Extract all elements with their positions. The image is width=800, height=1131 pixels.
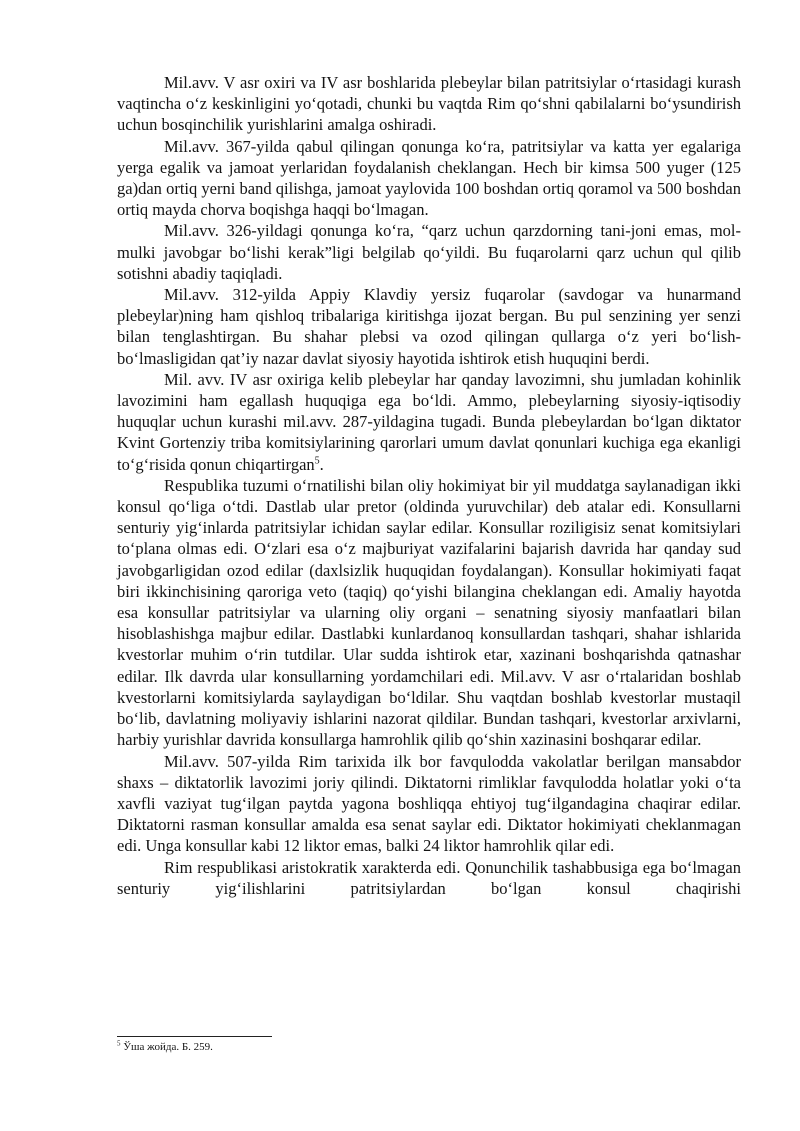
body-text [117, 72, 741, 899]
paragraph-5-tail: . [319, 454, 324, 474]
paragraph-7: Mil.avv. 507-yilda Rim tarixida ilk bor favqulodda vakolatlar berilgan mansabdor shaxs – diktatorlik lavozimi joriy qilindi. Diktatorni rimliklar favqulodda holatlar yoki o‘ta xavfli vaziyat tug‘ilgan paytda yagona boshliqqa ehtiyoj tug‘ilgandagina chaqirar edilar. Diktatorni rasman konsullar amalda esa senat saylar edi. Diktator hokimiyati cheklanmagan edi. Unga konsullar kabi 12 liktor emas, balki 24 liktor hamrohlik qilar edi. [117, 751, 741, 856]
paragraph-4: Mil.avv. 312-yilda Appiy Klavdiy yersiz fuqarolar (savdogar va hunarmand plebeylar)ning ham qishloq tribalariga kiritishga ijozat bergan. Bu pul senzining yer senzi bilan tenglashtirgan. Bu shahar plebsi va ozod qilingan qullarga o‘z yeri bo‘lish-bo‘lmasligidan qat’iy nazar davlat siyosiy hayotida ishtirok etish huquqini berdi. [117, 285, 741, 368]
paragraph-1: Mil.avv. V asr oxiri va IV asr boshlarida plebeylar bilan patritsiylar o‘rtasidagi kurash vaqtincha o‘z keskinligini yo‘qotadi, chunki bu vaqtda Rim qo‘shni qabilalarni bo‘ysundirish uchun bosqinchilik yurishlarini amalga oshiradi. [117, 73, 741, 135]
footnote [117, 1041, 213, 1054]
paragraph-5-text: Mil. avv. IV asr oxiriga kelib plebeylar har qanday lavozimni, shu jumladan kohinlik lavozimini ham egallash huquqiga ega bo‘ldi. Ammo, plebeylarning siyosiy-iqtisodiy huquqlar uchun kurashi mil.avv. 287-yildagina tugadi. Bunda plebeylardan bo‘lgan diktator Kvint Gortenziy triba komitsiylarining qarorlari umum davlat qonunlari kuchiga ega ekanligi to‘g‘risida qonun chiqartirgan [117, 369, 741, 474]
paragraph-3: Mil.avv. 326-yildagi qonunga ko‘ra, “qarz uchun qarzdorning tani-joni emas, mol-mulki javobgar bo‘lishi kerak”ligi belgilab qo‘yildi. Bu fuqarolarni qarz uchun qul qilib sotishni abadiy taqiqladi. [117, 221, 741, 283]
paragraph-2: Mil.avv. 367-yilda qabul qilingan qonunga ko‘ra, patritsiylar va katta yer egalariga yerga egalik va jamoat yerlaridan foydalanish cheklangan. Hech bir kimsa 500 yuger (125 ga)dan ortiq yerni band qilishga, jamoat yaylovida 100 boshdan ortiq qoramol va 500 boshdan ortiq mayda chorva boqishga haqqi bo‘lmagan. [117, 136, 741, 220]
paragraph-8: Rim respublikasi aristokratik xarakterda edi. Qonunchilik tashabbusiga ega bo‘lmagan senturiy yig‘ilishlarini patritsiylardan bo‘lgan konsul chaqirishi [117, 857, 741, 898]
footnote-reference: 5 [314, 455, 320, 467]
footnote-separator [117, 1036, 272, 1037]
footnote-text: Ўша жойда. Б. 259. [123, 1041, 213, 1053]
footnote-number: 5 [117, 1039, 121, 1048]
paragraph-6: Respublika tuzumi o‘rnatilishi bilan oliy hokimiyat bir yil muddatga saylanadigan ikki konsul qo‘liga o‘tdi. Dastlab ular pretor (oldinda yuruvchilar) deb atalar edi. Konsullarni senturiy yig‘inlarda patritsiylar ichidan saylar edilar. Konsullar roziligisiz senat komitsiylari to‘plana olmas edi. O‘zlari esa o‘z majburiyat vazifalarini bajarish davrida har qanday sud javobgarligidan ozod edilar (daxlsizlik huquqidan foydalangan). Konsullar hokimiyati faqat biri ikkinchisining qaroriga veto (taqiq) qo‘yishi bilangina cheklangan edi. Amaliy hayotda esa konsullar patritsiylar va ularning oliy organi – senatning siyosiy manfaatlari bilan hisoblashishga majbur edilar. Dastlabki kunlardanoq konsullardan tashqari, shahar ishlarida kvestorlar muhim o‘rin tutdilar. Ular sudda ishtirok etar, xazinani boshqarishda qatnashar edilar. Ilk davrda ular konsullarning yordamchilari edi. Mil.avv. V asr o‘rtalaridan boshlab kvestorlarni komitsiylarda saylaydigan bo‘ldilar. Shu vaqtdan boshlab kvestorlar mustaqil bo‘lib, davlatning moliyaviy ishlarini nazorat qildilar. Bundan tashqari, kvestorlar arxivlarni, harbiy yurishlar davrida konsullarga hamrohlik qilib qo‘shin xazinasini boshqarar edilar. [117, 475, 741, 750]
paragraph-5 [117, 369, 741, 475]
